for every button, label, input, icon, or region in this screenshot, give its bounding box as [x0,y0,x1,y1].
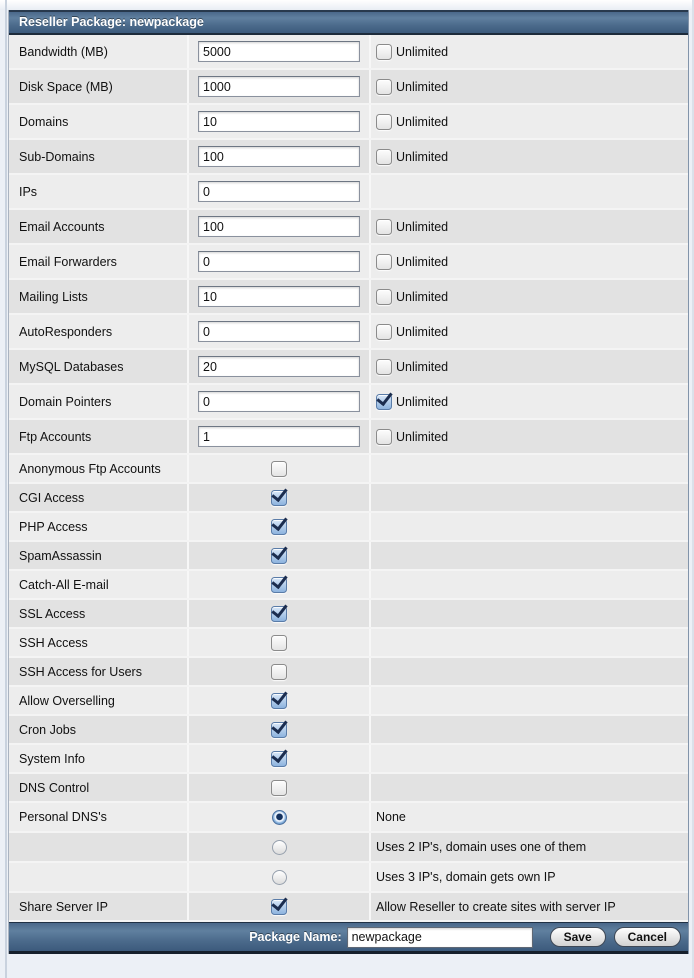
row-label: CGI Access [19,490,85,505]
feature-checkbox[interactable] [271,577,287,593]
unlimited-checkbox[interactable] [376,324,392,340]
row-label: Disk Space (MB) [19,79,113,94]
dns-radio[interactable] [272,840,287,855]
limit-input[interactable] [198,111,360,132]
feature-checkbox[interactable] [271,664,287,680]
dns-radio-cell [187,803,369,831]
feature-checkbox[interactable] [271,722,287,738]
feature-checkbox[interactable] [271,490,287,506]
feat-row [9,571,688,598]
lim-row [9,70,688,103]
row-label: Catch-All E-mail [19,577,109,592]
row-label: Cron Jobs [19,722,76,737]
package-name-input[interactable] [347,927,533,948]
feat-row [9,542,688,569]
unlimited-cell [369,420,688,453]
feat-row [9,513,688,540]
feature-extra-cell [369,658,688,685]
dns-option-description: None [369,803,688,831]
unlimited-checkbox[interactable] [376,79,392,95]
feature-extra-cell [369,716,688,743]
feature-checkbox-cell [187,455,369,482]
dns-radio[interactable] [272,870,287,885]
row-label: Email Accounts [19,219,105,234]
unlimited-cell [369,210,688,243]
feat-row [9,716,688,743]
unlimited-checkbox[interactable] [376,149,392,165]
dns-row [9,833,688,861]
row-label: Bandwidth (MB) [19,44,108,59]
limit-input[interactable] [198,391,360,412]
page-top-strip [0,0,694,10]
row-label: SSH Access [19,635,88,650]
lim-row [9,315,688,348]
limit-value-cell [187,140,369,173]
unlimited-label: Unlimited [396,79,449,94]
unlimited-checkbox[interactable] [376,394,392,410]
unlimited-label: Unlimited [396,394,449,409]
feature-extra-cell [369,513,688,540]
limit-value-cell [187,420,369,453]
reseller-package-panel [8,10,689,954]
unlimited-label: Unlimited [396,44,449,59]
lim-row [9,350,688,383]
feature-checkbox[interactable] [271,519,287,535]
feature-checkbox[interactable] [271,751,287,767]
row-label: Ftp Accounts [19,429,92,444]
feature-checkbox-cell [187,658,369,685]
feat-row [9,600,688,627]
package-name-label: Package Name: [249,930,342,944]
page-frame-left-line [5,0,7,978]
unlimited-cell [369,175,688,208]
unlimited-label: Unlimited [396,429,449,444]
unlimited-label: Unlimited [396,254,449,269]
share-description: Allow Reseller to create sites with server IP [369,893,688,920]
feature-checkbox-cell [187,513,369,540]
unlimited-checkbox[interactable] [376,289,392,305]
feature-extra-cell [369,687,688,714]
unlimited-cell [369,385,688,418]
limit-value-cell [187,35,369,68]
save-button[interactable]: Save [550,927,606,947]
unlimited-checkbox[interactable] [376,114,392,130]
limit-input[interactable] [198,41,360,62]
feature-extra-cell [369,484,688,511]
panel-title: Reseller Package: newpackage [9,10,688,35]
lim-row [9,385,688,418]
package-panel-rows [9,35,688,920]
lim-row [9,105,688,138]
dns-radio-cell [187,833,369,861]
limit-value-cell [187,210,369,243]
feature-checkbox-cell [187,629,369,656]
lim-row [9,280,688,313]
row-label: Sub-Domains [19,149,95,164]
feature-checkbox[interactable] [271,461,287,477]
lim-row [9,210,688,243]
row-label: AutoResponders [19,324,113,339]
dns-option-description: Uses 2 IP's, domain uses one of them [369,833,688,861]
row-label: Allow Overselling [19,693,115,708]
dns-row [9,863,688,891]
limit-value-cell [187,175,369,208]
row-label: Anonymous Ftp Accounts [19,461,161,476]
row-label: Email Forwarders [19,254,117,269]
feature-checkbox-cell [187,600,369,627]
feat-row [9,658,688,685]
feat-row [9,745,688,772]
row-label: MySQL Databases [19,359,124,374]
lim-row [9,35,688,68]
row-label: SpamAssassin [19,548,102,563]
unlimited-cell [369,105,688,138]
feature-checkbox-cell [187,745,369,772]
feature-extra-cell [369,774,688,801]
limit-value-cell [187,385,369,418]
limit-input[interactable] [198,426,360,447]
limit-value-cell [187,245,369,278]
unlimited-cell [369,140,688,173]
feature-checkbox[interactable] [271,780,287,796]
share-row [9,893,688,920]
limit-input[interactable] [198,146,360,167]
row-label: Personal DNS's [19,810,107,824]
limit-input[interactable] [198,286,360,307]
feature-extra-cell [369,745,688,772]
limit-input[interactable] [198,216,360,237]
lim-row [9,140,688,173]
limit-value-cell [187,350,369,383]
unlimited-cell [369,350,688,383]
unlimited-label: Unlimited [396,289,449,304]
unlimited-checkbox[interactable] [376,254,392,270]
feat-row [9,687,688,714]
feature-checkbox-cell [187,687,369,714]
row-label: Mailing Lists [19,289,88,304]
dns-option-description: Uses 3 IP's, domain gets own IP [369,863,688,891]
feature-checkbox-cell [187,716,369,743]
unlimited-checkbox[interactable] [376,44,392,60]
row-label: IPs [19,184,38,199]
limit-input[interactable] [198,321,360,342]
feature-checkbox-cell [187,774,369,801]
row-label: SSL Access [19,606,86,621]
dns-radio-cell [187,863,369,891]
unlimited-cell [369,315,688,348]
lim-row [9,420,688,453]
unlimited-label: Unlimited [396,114,449,129]
row-label: System Info [19,751,85,766]
limit-input[interactable] [198,181,360,202]
cancel-button[interactable]: Cancel [614,927,681,947]
unlimited-cell [369,70,688,103]
unlimited-cell [369,35,688,68]
share-checkbox-cell [187,893,369,920]
share-server-ip-checkbox[interactable] [271,899,287,915]
feature-extra-cell [369,542,688,569]
feature-extra-cell [369,629,688,656]
limit-value-cell [187,315,369,348]
limit-input[interactable] [198,251,360,272]
feature-checkbox[interactable] [271,606,287,622]
unlimited-cell [369,245,688,278]
limit-value-cell [187,70,369,103]
feature-checkbox-cell [187,484,369,511]
row-label: PHP Access [19,519,88,534]
row-label: Domain Pointers [19,394,112,409]
feature-checkbox-cell [187,542,369,569]
lim-row [9,175,688,208]
row-label: DNS Control [19,780,90,795]
feat-row [9,484,688,511]
unlimited-cell [369,280,688,313]
row-label: SSH Access for Users [19,664,142,679]
lim-row [9,245,688,278]
unlimited-label: Unlimited [396,324,449,339]
unlimited-label: Unlimited [396,359,449,374]
feature-checkbox[interactable] [271,635,287,651]
unlimited-checkbox[interactable] [376,219,392,235]
unlimited-label: Unlimited [396,149,449,164]
dns-row [9,803,688,831]
row-label: Domains [19,114,69,129]
unlimited-label: Unlimited [396,219,449,234]
feature-extra-cell [369,455,688,482]
limit-value-cell [187,105,369,138]
feature-checkbox[interactable] [271,548,287,564]
feature-checkbox-cell [187,571,369,598]
panel-footer-bar [9,922,688,954]
unlimited-checkbox[interactable] [376,359,392,375]
feat-row [9,455,688,482]
dns-radio[interactable] [272,810,287,825]
feature-extra-cell [369,571,688,598]
feature-checkbox[interactable] [271,693,287,709]
feat-row [9,629,688,656]
feat-row [9,774,688,801]
limit-value-cell [187,280,369,313]
unlimited-checkbox[interactable] [376,429,392,445]
feature-extra-cell [369,600,688,627]
limit-input[interactable] [198,356,360,377]
limit-input[interactable] [198,76,360,97]
row-label: Share Server IP [19,899,108,914]
